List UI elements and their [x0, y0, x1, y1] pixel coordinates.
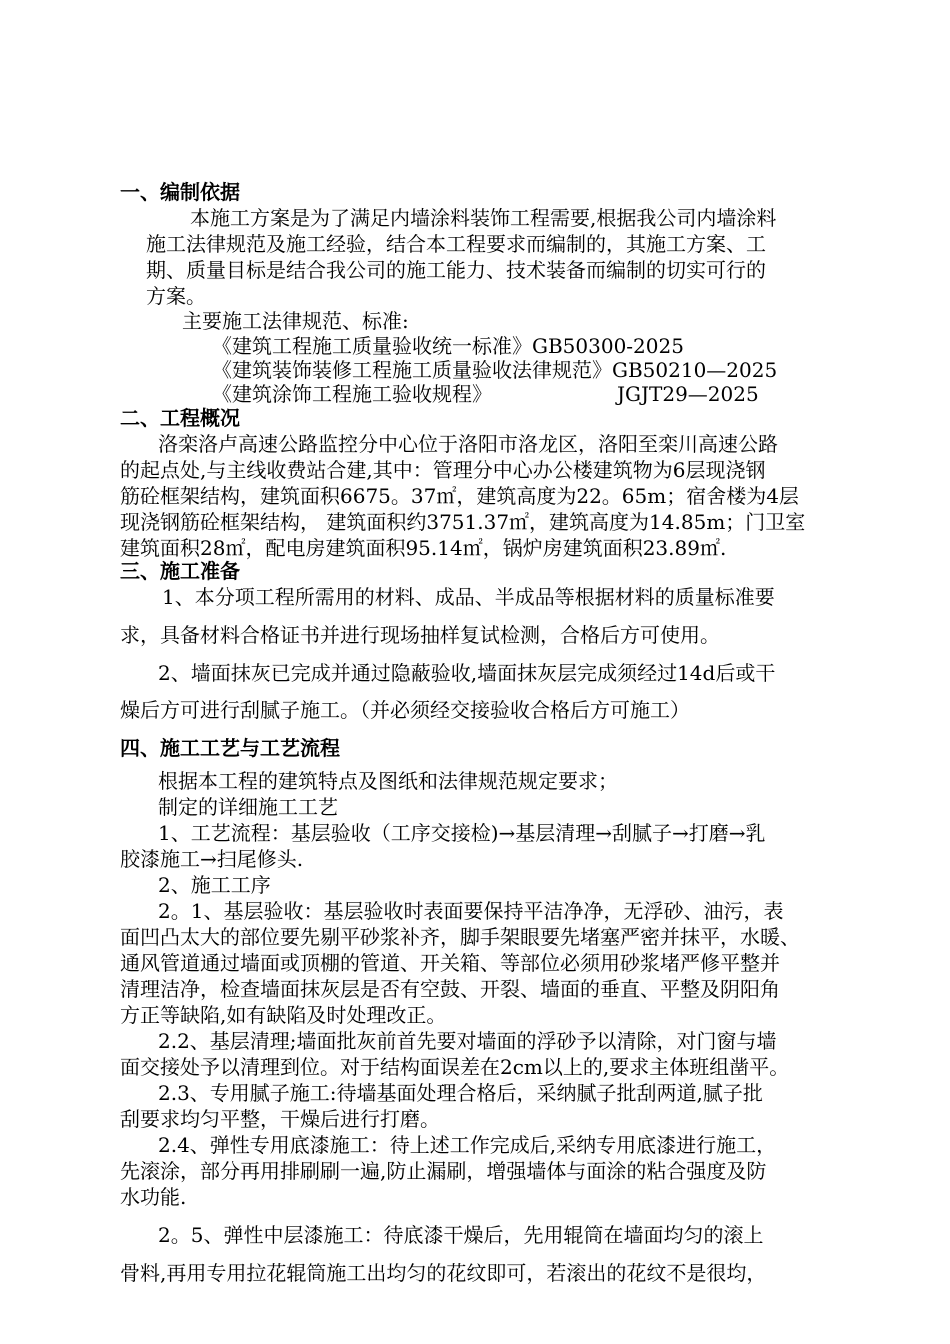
paragraph-line: 制定的详细施工工艺: [158, 795, 338, 819]
paragraph-line: 骨料,再用专用拉花辊筒施工出均匀的花纹即可，若滚出的花纹不是很均，: [120, 1261, 767, 1285]
paragraph-line: 2.4、弹性专用底漆施工：待上述工作完成后,采纳专用底漆进行施工，: [158, 1133, 777, 1157]
section-heading: 三、施工准备: [120, 559, 240, 583]
paragraph-line: 2。1、基层验收：基层验收时表面要保持平洁净净，无浮砂、油污，表: [158, 899, 784, 923]
standards-intro: 主要施工法律规范、标准:: [182, 309, 409, 333]
paragraph-line: 刮要求均匀平整，干燥后进行打磨。: [120, 1107, 440, 1131]
paragraph-line: 洛栾洛卢高速公路监控分中心位于洛阳市洛龙区，洛阳至栾川高速公路: [158, 432, 778, 456]
standard-item: 《建筑装饰装修工程施工质量验收法律规范》GB50210—2025: [212, 358, 778, 382]
section-heading: 一、编制依据: [120, 180, 240, 204]
section-heading: 二、工程概况: [120, 406, 240, 430]
paragraph-line: 方正等缺陷,如有缺陷及时处理改正。: [120, 1003, 447, 1027]
standard-code: JGJT29—2025: [617, 382, 759, 406]
standard-item: 《建筑涂饰工程施工验收规程》: [212, 382, 492, 406]
paragraph-line: 2、墙面抹灰已完成并通过隐蔽验收,墙面抹灰层完成须经过14d后或干: [158, 661, 776, 685]
paragraph-line: 根据本工程的建筑特点及图纸和法律规范规定要求；: [158, 769, 618, 793]
paragraph-line: 2、施工工序: [158, 873, 271, 897]
standard-item: 《建筑工程施工质量验收统一标准》GB50300-2025: [212, 334, 684, 358]
paragraph-line: 面交接处予以清理到位。对于结构面误差在2cm以上的,要求主体班组凿平。: [120, 1055, 790, 1079]
paragraph-line: 筋砼框架结构，建筑面积6675。37㎡，建筑高度为22。65m；宿舍楼为4层: [120, 484, 799, 508]
paragraph-line: 的起点处,与主线收费站合建,其中：管理分中心办公楼建筑物为6层现浇钢: [120, 458, 766, 482]
paragraph-line: 水功能.: [120, 1185, 187, 1209]
paragraph-line: 求，具备材料合格证书并进行现场抽样复试检测，合格后方可使用。: [120, 623, 720, 647]
paragraph-line: 1、工艺流程：基层验收（工序交接检)→基层清理→刮腻子→打磨→乳: [158, 821, 766, 845]
section-heading: 四、施工工艺与工艺流程: [120, 736, 340, 760]
paragraph-line: 建筑面积28㎡，配电房建筑面积95.14㎡，锅炉房建筑面积23.89㎡.: [120, 536, 727, 560]
paragraph-line: 施工法律规范及施工经验，结合本工程要求而编制的，其施工方案、工: [146, 232, 766, 256]
paragraph-line: 现浇钢筋砼框架结构， 建筑面积约3751.37㎡，建筑高度为14.85m；门卫室: [120, 510, 806, 534]
paragraph-line: 2.2、基层清理;墙面批灰前首先要对墙面的浮砂予以清除，对门窗与墙: [158, 1029, 777, 1053]
paragraph-line: 面凹凸太大的部位要先剔平砂浆补齐，脚手架眼要先堵塞严密并抹平，水暖、: [120, 925, 800, 949]
paragraph-line: 清理洁净，检查墙面抹灰层是否有空鼓、开裂、墙面的垂直、平整及阴阳角: [120, 977, 780, 1001]
paragraph-line: 胶漆施工→扫尾修头.: [120, 847, 304, 871]
paragraph-line: 通风管道通过墙面或顶棚的管道、开关箱、等部位必须用砂浆堵严修平整并: [120, 951, 780, 975]
paragraph-line: 2。5、弹性中层漆施工：待底漆干燥后，先用辊筒在墙面均匀的滚上: [158, 1223, 764, 1247]
paragraph-line: 燥后方可进行刮腻子施工。（并必须经交接验收合格后方可施工）: [120, 698, 690, 722]
paragraph-line: 1、本分项工程所需用的材料、成品、半成品等根据材料的质量标准要: [162, 585, 775, 609]
paragraph-line: 2.3、专用腻子施工:待墙基面处理合格后，采纳腻子批刮两道,腻子批: [158, 1081, 763, 1105]
paragraph-line: 先滚涂，部分再用排刷刷一遍,防止漏刷，增强墙体与面涂的粘合强度及防: [120, 1159, 767, 1183]
paragraph-line: 本施工方案是为了满足内墙涂料装饰工程需要,根据我公司内墙涂料: [190, 206, 777, 230]
paragraph-line: 期、质量目标是结合我公司的施工能力、技术装备而编制的切实可行的: [146, 258, 766, 282]
paragraph-line: 方案。: [146, 284, 206, 308]
